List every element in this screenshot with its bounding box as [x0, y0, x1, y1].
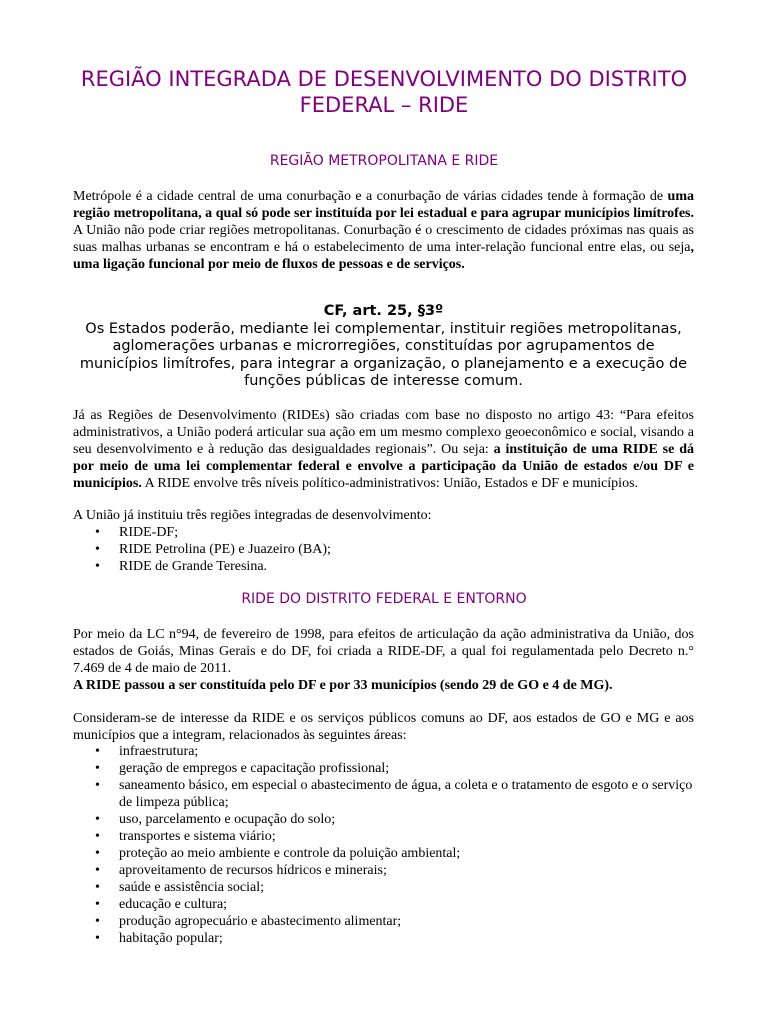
text-span: A União não pode criar regiões metropolitanas. Conurbação é o crescimento de cidades próximas nas quais as suas malhas urbanas se encontram e há o estabelecimento de uma inter-relação funcional entre elas, ou seja [73, 223, 694, 255]
list-item-text: saúde e assistência social; [119, 880, 265, 895]
list-item [73, 558, 694, 575]
list-item [73, 760, 694, 777]
bullet-icon: • [95, 880, 100, 895]
rides-list [73, 524, 694, 575]
list-item [73, 541, 694, 558]
list-item [73, 811, 694, 828]
list-item [73, 743, 694, 760]
list-item-text: habitação popular; [119, 931, 223, 946]
bold-span: A RIDE passou a ser constituída pelo DF e por 33 municípios (sendo 29 de GO e 4 de MG). [73, 678, 613, 693]
text-span: Por meio da LC n°94, de fevereiro de 1998, para efeitos de articulação da ação administrativa da União, dos estados de Goiás, Minas Gerais e do DF, foi criada a RIDE-DF, a qual foi regulamentada pelo Decreto n.° 7.469 de 4 de maio de 2011. [73, 627, 694, 676]
list-item-text: geração de empregos e capacitação profissional; [119, 761, 390, 776]
list-item-text: saneamento básico, em especial o abastecimento de água, a coleta e o tratamento de esgoto e o serviço de limpeza pública; [119, 778, 693, 810]
paragraph-metropole [73, 188, 694, 273]
bullet-icon: • [95, 931, 100, 946]
list-item-text: infraestrutura; [119, 744, 199, 759]
quote-text: Os Estados poderão, mediante lei complementar, instituir regiões metropolitanas, aglomerações urbanas e microrregiões, constituídas por agrupamentos de municípios limítrofes, para integrar a organização, o planejamento e a execução de funções públicas de interesse comum. [79, 320, 688, 390]
list-item-text: RIDE-DF; [119, 525, 179, 540]
list-item-text: transportes e sistema viário; [119, 829, 276, 844]
list-item [73, 524, 694, 541]
section-heading-metropolitana: REGIÃO METROPOLITANA E RIDE [269, 153, 499, 169]
bullet-icon: • [95, 559, 100, 574]
list-item [73, 896, 694, 913]
text-span: Já as Regiões de Desenvolvimento (RIDEs) são criadas com base no disposto no artigo 43: “Para efeitos administrativos, a União poderá articular sua ação em um mesmo complexo geoeconômico e social, visando a seu desenvolvimento e à redução das desigualdades regionais”. Ou seja: [73, 408, 694, 457]
bullet-icon: • [95, 744, 100, 759]
bullet-icon: • [95, 863, 100, 878]
bullet-icon: • [95, 542, 100, 557]
bullet-icon: • [95, 914, 100, 929]
paragraph-uniao: A União já instituiu três regiões integradas de desenvolvimento: [73, 508, 432, 523]
text-span: A RIDE envolve três níveis político-administrativos: União, Estados e DF e municípios. [141, 476, 639, 491]
list-item [73, 777, 694, 811]
list-item [73, 930, 694, 947]
paragraph-lc94 [73, 626, 694, 694]
bullet-icon: • [95, 525, 100, 540]
document-title: REGIÃO INTEGRADA DE DESENVOLVIMENTO DO DISTRITO FEDERAL – RIDE [80, 67, 688, 117]
bold-span: a instituição de uma RIDE se dá por meio de uma lei complementar federal e envolve a participação da União de estados e/ou DF e municípios. [73, 442, 694, 491]
list-item-text: RIDE Petrolina (PE) e Juazeiro (BA); [119, 542, 331, 557]
paragraph-interesse: Consideram-se de interesse da RIDE e os serviços públicos comuns ao DF, aos estados de GO e MG e aos municípios que a integram, relacionados às seguintes áreas: [73, 711, 694, 743]
bullet-icon: • [95, 897, 100, 912]
bullet-icon: • [95, 812, 100, 827]
list-item-text: produção agropecuário e abastecimento alimentar; [119, 914, 402, 929]
constitution-quote [73, 303, 694, 391]
text-span: Metrópole é a cidade central de uma conurbação e a conurbação de várias cidades tende à formação de [73, 189, 668, 204]
list-item-text: educação e cultura; [119, 897, 228, 912]
list-item [73, 845, 694, 862]
list-item [73, 862, 694, 879]
list-item [73, 879, 694, 896]
paragraph-rides [73, 407, 694, 492]
quote-reference: CF, art. 25, §3º [323, 303, 444, 319]
bold-span: , uma ligação funcional por meio de fluxos de pessoas e de serviços. [73, 240, 694, 272]
bullet-icon: • [95, 846, 100, 861]
list-item-text: uso, parcelamento e ocupação do solo; [119, 812, 336, 827]
bullet-icon: • [95, 761, 100, 776]
list-item-text: RIDE de Grande Teresina. [119, 559, 268, 574]
list-item-text: proteção ao meio ambiente e controle da poluição ambiental; [119, 846, 461, 861]
section-heading-ride-df: RIDE DO DISTRITO FEDERAL E ENTORNO [241, 591, 527, 607]
list-item-text: aproveitamento de recursos hídricos e minerais; [119, 863, 387, 878]
areas-list [73, 743, 694, 947]
list-item [73, 828, 694, 845]
bullet-icon: • [95, 829, 100, 844]
bullet-icon: • [95, 778, 100, 793]
bold-span: uma região metropolitana, a qual só pode ser instituída por lei estadual e para agrupar municípios limítrofes. [73, 189, 694, 221]
list-item [73, 913, 694, 930]
